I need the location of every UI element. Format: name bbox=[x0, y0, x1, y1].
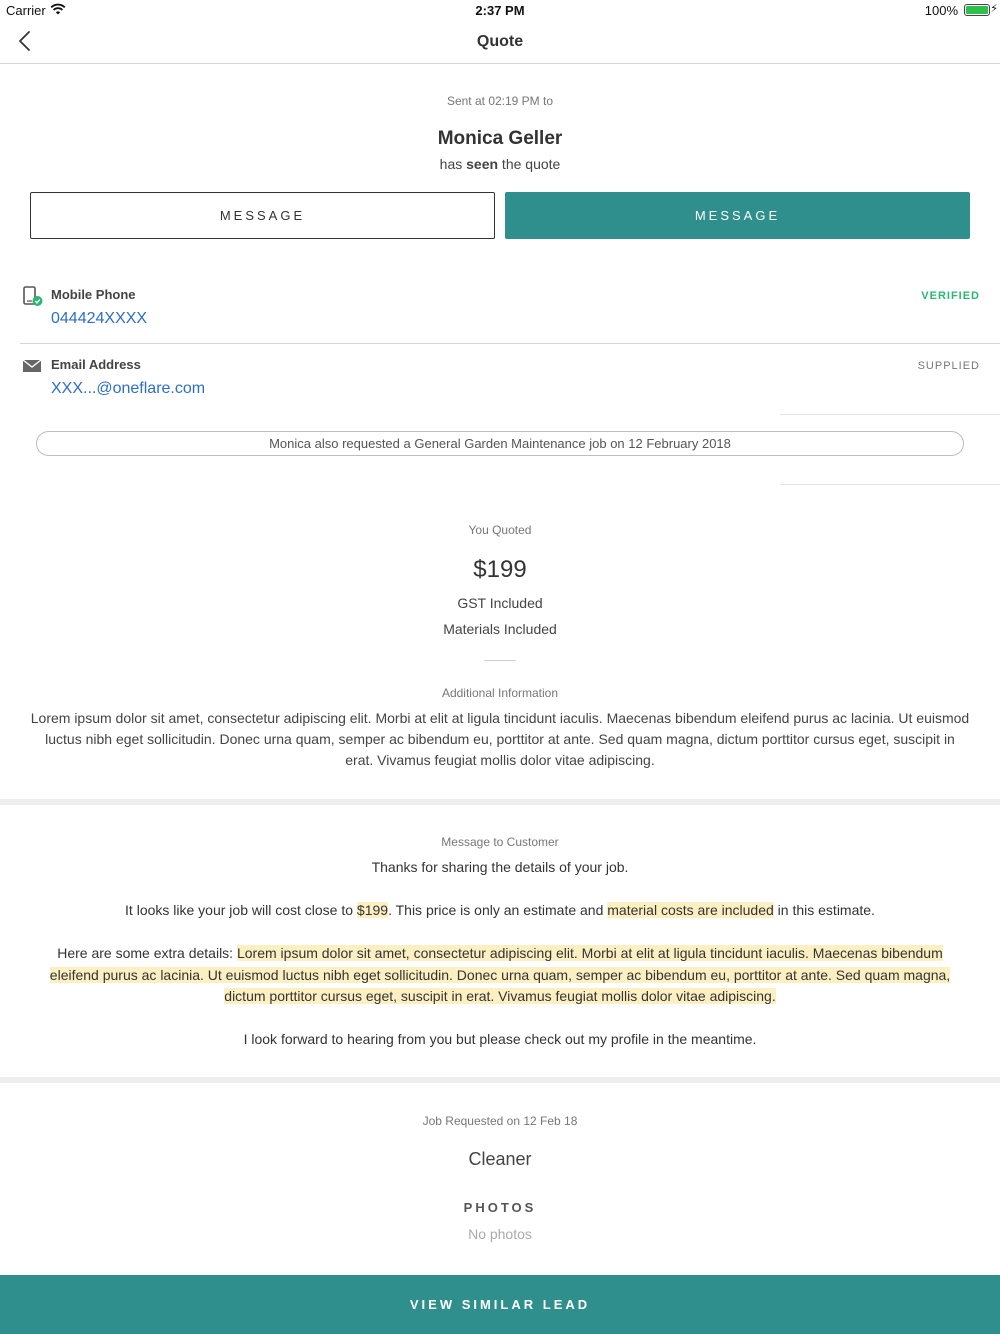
battery-percentage: 100% bbox=[924, 3, 958, 18]
seen-word: seen bbox=[466, 156, 499, 172]
message-text: Here are some extra details: bbox=[57, 945, 237, 961]
sent-at-text: Sent at 02:19 PM to bbox=[446, 94, 554, 108]
customer-name: Monica Geller bbox=[437, 128, 563, 149]
status-bar bbox=[0, 0, 1000, 20]
message-button-outline[interactable]: MESSAGE bbox=[30, 192, 495, 239]
highlighted-price: $199 bbox=[356, 902, 389, 918]
job-requested-date: Job Requested on 12 Feb 18 bbox=[422, 1114, 578, 1128]
seen-suffix: the quote bbox=[498, 156, 561, 172]
phone-number-link[interactable]: 044424XXXX bbox=[51, 310, 148, 327]
message-line bbox=[40, 900, 960, 922]
section-separator bbox=[0, 1077, 1000, 1083]
charging-icon: ⚡ bbox=[990, 3, 998, 15]
message-text: It looks like your job will cost close to bbox=[125, 902, 357, 918]
phone-label: Mobile Phone bbox=[51, 287, 136, 302]
mobile-phone-verified-icon bbox=[22, 286, 44, 313]
message-button-primary[interactable]: MESSAGE bbox=[505, 192, 970, 239]
carrier-label: Carrier bbox=[6, 3, 46, 18]
email-label: Email Address bbox=[51, 357, 141, 372]
message-line: Thanks for sharing the details of your job. bbox=[371, 859, 629, 875]
section-separator bbox=[0, 799, 1000, 805]
email-status-badge: SUPPLIED bbox=[917, 360, 980, 372]
battery-icon bbox=[964, 4, 990, 16]
additional-info-label: Additional Information bbox=[441, 686, 559, 700]
email-address-link[interactable]: XXX...@oneflare.com bbox=[51, 380, 206, 397]
message-to-customer-label: Message to Customer bbox=[441, 835, 559, 849]
divider bbox=[780, 484, 1000, 485]
message-text: . This price is only an estimate and bbox=[388, 902, 608, 918]
seen-prefix: has bbox=[439, 156, 467, 172]
divider bbox=[484, 660, 516, 661]
message-line: I look forward to hearing from you but please check out my profile in the meantime. bbox=[243, 1031, 757, 1047]
highlighted-text: Lorem ipsum dolor sit amet, consectetur adipiscing elit. Morbi at elit at ligula tincidunt iaculis. Maecenas bibendum eleifend purus ac lacinia. Ut euismod luctus nibh eget sollicitudin. Donec urna quam, semper ac bibendum eu, porttitor at ante. Sed quam magna, dictum porttitor cursus eget, suscipit in erat. Vivamus feugiat mollis dolor vitae adipiscing. bbox=[49, 945, 951, 1004]
you-quoted-label: You Quoted bbox=[468, 523, 532, 537]
job-type: Cleaner bbox=[468, 1149, 532, 1169]
quote-price: $199 bbox=[473, 556, 527, 583]
view-similar-lead-button[interactable]: VIEW SIMILAR LEAD bbox=[0, 1275, 1000, 1334]
divider bbox=[780, 414, 1000, 415]
phone-status-badge: VERIFIED bbox=[921, 290, 980, 302]
materials-included-label: Materials Included bbox=[443, 621, 557, 637]
message-line bbox=[40, 943, 960, 1008]
seen-status bbox=[0, 156, 1000, 172]
also-requested-banner[interactable]: Monica also requested a General Garden Maintenance job on 12 February 2018 bbox=[36, 431, 964, 456]
clock: 2:37 PM bbox=[475, 3, 525, 18]
message-text: in this estimate. bbox=[773, 902, 875, 918]
highlighted-text: material costs are included bbox=[607, 902, 774, 918]
no-photos-text: No photos bbox=[468, 1226, 532, 1242]
divider bbox=[20, 343, 1000, 344]
envelope-icon bbox=[22, 359, 42, 378]
photos-heading: PHOTOS bbox=[463, 1200, 537, 1215]
gst-included-label: GST Included bbox=[457, 595, 543, 611]
navigation-bar bbox=[0, 20, 1000, 64]
additional-info-text: Lorem ipsum dolor sit amet, consectetur adipiscing elit. Morbi at elit at ligula tincidunt iaculis. Maecenas bibendum eleifend purus ac lacinia. Ut euismod luctus nibh eget sollicitudin. Donec urna quam, semper ac bibendum eu, porttitor at ante. Sed quam magna, dictum porttitor cursus eget, suscipit in erat. Vivamus feugiat mollis dolor vitae adipiscing. bbox=[30, 710, 970, 768]
page-title: Quote bbox=[476, 33, 524, 50]
